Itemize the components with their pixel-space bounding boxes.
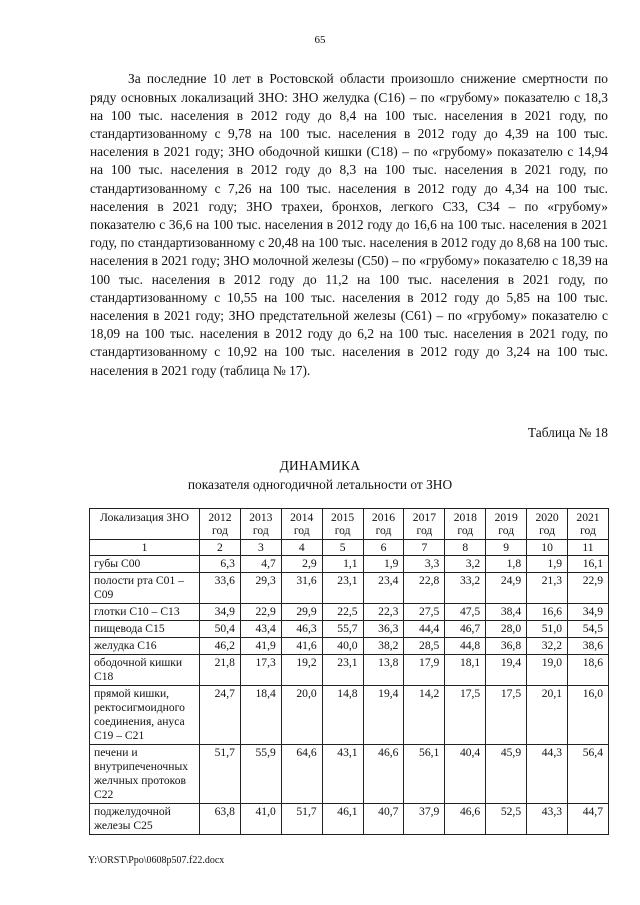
row-value: 1,8 <box>486 556 527 573</box>
row-value: 33,6 <box>200 573 241 604</box>
header-year: 2012 год <box>200 509 241 540</box>
row-location: губы С00 <box>90 556 200 573</box>
table-subtitle: показателя одногодичной летальности от ЗНО <box>187 477 453 492</box>
row-value: 32,2 <box>527 638 568 655</box>
row-value: 23,4 <box>363 573 404 604</box>
row-value: 22,3 <box>363 604 404 621</box>
row-value: 56,1 <box>404 745 445 804</box>
table-caption: Таблица № 18 <box>527 425 608 440</box>
row-value: 28,5 <box>404 638 445 655</box>
row-value: 51,0 <box>527 621 568 638</box>
row-location: полости рта С01 – С09 <box>90 573 200 604</box>
table-row <box>90 556 609 573</box>
row-value: 28,0 <box>486 621 527 638</box>
row-value: 34,9 <box>200 604 241 621</box>
header-year: 2020 год <box>527 509 568 540</box>
row-value: 17,5 <box>445 686 486 745</box>
row-value: 22,9 <box>240 604 281 621</box>
row-value: 44,4 <box>404 621 445 638</box>
row-location: поджелудочной железы С25 <box>90 804 200 835</box>
row-value: 43,3 <box>527 804 568 835</box>
header-year: 2015 год <box>322 509 363 540</box>
row-value: 56,4 <box>568 745 609 804</box>
row-value: 46,7 <box>445 621 486 638</box>
table-row <box>90 638 609 655</box>
header-location: Локализация ЗНО <box>90 509 200 540</box>
row-value: 3,2 <box>445 556 486 573</box>
table-row <box>90 804 609 835</box>
column-number: 10 <box>527 540 568 556</box>
row-value: 19,4 <box>486 655 527 686</box>
row-value: 31,6 <box>281 573 322 604</box>
column-number: 7 <box>404 540 445 556</box>
row-location: желудка С16 <box>90 638 200 655</box>
row-value: 36,3 <box>363 621 404 638</box>
row-value: 29,9 <box>281 604 322 621</box>
row-value: 23,1 <box>322 573 363 604</box>
page-number: 65 <box>314 34 326 46</box>
row-value: 3,3 <box>404 556 445 573</box>
row-value: 1,9 <box>363 556 404 573</box>
table-row <box>90 573 609 604</box>
row-value: 1,1 <box>322 556 363 573</box>
row-value: 46,3 <box>281 621 322 638</box>
column-number: 11 <box>568 540 609 556</box>
table-row <box>90 745 609 804</box>
row-value: 46,6 <box>445 804 486 835</box>
row-value: 17,3 <box>240 655 281 686</box>
table-row <box>90 686 609 745</box>
row-value: 24,9 <box>486 573 527 604</box>
table-row <box>90 655 609 686</box>
row-value: 36,8 <box>486 638 527 655</box>
row-value: 51,7 <box>281 804 322 835</box>
row-value: 46,2 <box>200 638 241 655</box>
row-value: 16,6 <box>527 604 568 621</box>
row-value: 21,3 <box>527 573 568 604</box>
row-value: 27,5 <box>404 604 445 621</box>
row-value: 43,4 <box>240 621 281 638</box>
row-value: 19,4 <box>363 686 404 745</box>
row-value: 38,4 <box>486 604 527 621</box>
row-value: 17,9 <box>404 655 445 686</box>
row-value: 44,8 <box>445 638 486 655</box>
row-value: 55,7 <box>322 621 363 638</box>
row-value: 4,7 <box>240 556 281 573</box>
header-year: 2016 год <box>363 509 404 540</box>
row-value: 20,1 <box>527 686 568 745</box>
row-location: пищевода С15 <box>90 621 200 638</box>
row-value: 29,3 <box>240 573 281 604</box>
row-value: 14,8 <box>322 686 363 745</box>
row-value: 41,6 <box>281 638 322 655</box>
row-value: 46,6 <box>363 745 404 804</box>
column-number-row <box>90 540 609 556</box>
row-value: 40,7 <box>363 804 404 835</box>
table-row <box>90 604 609 621</box>
row-value: 2,9 <box>281 556 322 573</box>
row-value: 20,0 <box>281 686 322 745</box>
table-title: ДИНАМИКА <box>279 458 361 473</box>
row-value: 23,1 <box>322 655 363 686</box>
row-value: 22,9 <box>568 573 609 604</box>
column-number: 2 <box>200 540 241 556</box>
row-value: 52,5 <box>486 804 527 835</box>
column-number: 5 <box>322 540 363 556</box>
row-location: прямой кишки, ректосигмоидного соединения, ануса С19 – С21 <box>90 686 200 745</box>
row-value: 16,1 <box>568 556 609 573</box>
header-year: 2017 год <box>404 509 445 540</box>
row-value: 46,1 <box>322 804 363 835</box>
row-value: 6,3 <box>200 556 241 573</box>
column-number: 3 <box>240 540 281 556</box>
row-value: 50,4 <box>200 621 241 638</box>
row-value: 18,6 <box>568 655 609 686</box>
row-value: 44,3 <box>527 745 568 804</box>
column-number: 4 <box>281 540 322 556</box>
row-value: 43,1 <box>322 745 363 804</box>
row-value: 24,7 <box>200 686 241 745</box>
body-paragraph: За последние 10 лет в Ростовской области произошло снижение смертности по ряду основных локализаций ЗНО: ЗНО желудка (С16) – по «грубому» показателю с 18,3 на 100 тыс. населения в 2012 году до 8,4 на 100 тыс. населения в 2021 году, по стандартизованному с 9,78 на 100 тыс. населения в 2012 году до 4,39 на 100 тыс. населения в 2021 году; ЗНО ободочной кишки (С18) – по «грубому» показателю с 14,94 на 100 тыс. населения в 2012 году до 8,3 на 100 тыс. населения в 2021 году, по стандартизованному с 7,26 на 100 тыс. населения в 2012 году до 4,34 на 100 тыс. населения в 2021 году; ЗНО трахеи, бронхов, легкого С33, С34 – по «грубому» показателю с 36,6 на 100 тыс. населения в 2012 году до 16,6 на 100 тыс. населения в 2021 году, по стандартизованному с 20,48 на 100 тыс. населения в 2012 году до 8,68 на 100 тыс. населения в 2021 году; ЗНО молочной железы (С50) – по «грубому» показателю с 18,39 на 100 тыс. населения в 2012 году до 11,2 на 100 тыс. населения в 2021 году, по стандартизованному с 10,55 на 100 тыс. населения в 2012 году до 5,85 на 100 тыс. населения в 2021 году; ЗНО предстательной железы (С61) – по «грубому» показателю с 18,09 на 100 тыс. населения в 2012 году до 6,2 на 100 тыс. населения в 2021 году, по стандартизованному с 10,92 на 100 тыс. населения в 2012 году до 3,24 на 100 тыс. населения в 2021 году (таблица № 17). <box>90 71 608 378</box>
row-location: глотки С10 – С13 <box>90 604 200 621</box>
table-row <box>90 621 609 638</box>
column-number: 6 <box>363 540 404 556</box>
footer-file-path: Y:\ORST\Ppo\0608p507.f22.docx <box>88 855 225 866</box>
row-value: 18,1 <box>445 655 486 686</box>
row-value: 41,0 <box>240 804 281 835</box>
row-value: 22,8 <box>404 573 445 604</box>
row-value: 40,0 <box>322 638 363 655</box>
row-value: 18,4 <box>240 686 281 745</box>
header-year: 2019 год <box>486 509 527 540</box>
table-header-row <box>90 509 609 540</box>
column-number: 1 <box>90 540 200 556</box>
row-value: 38,6 <box>568 638 609 655</box>
header-year: 2021 год <box>568 509 609 540</box>
row-value: 51,7 <box>200 745 241 804</box>
row-value: 38,2 <box>363 638 404 655</box>
row-value: 1,9 <box>527 556 568 573</box>
row-value: 19,2 <box>281 655 322 686</box>
row-value: 64,6 <box>281 745 322 804</box>
row-value: 19,0 <box>527 655 568 686</box>
row-location: ободочной кишки С18 <box>90 655 200 686</box>
row-value: 37,9 <box>404 804 445 835</box>
mortality-table <box>89 508 609 835</box>
column-number: 8 <box>445 540 486 556</box>
row-value: 14,2 <box>404 686 445 745</box>
row-value: 63,8 <box>200 804 241 835</box>
row-value: 34,9 <box>568 604 609 621</box>
row-value: 45,9 <box>486 745 527 804</box>
row-value: 13,8 <box>363 655 404 686</box>
row-value: 47,5 <box>445 604 486 621</box>
row-location: печени и внутрипеченочных желчных протоков С22 <box>90 745 200 804</box>
row-value: 55,9 <box>240 745 281 804</box>
row-value: 16,0 <box>568 686 609 745</box>
row-value: 22,5 <box>322 604 363 621</box>
row-value: 21,8 <box>200 655 241 686</box>
row-value: 17,5 <box>486 686 527 745</box>
column-number: 9 <box>486 540 527 556</box>
header-year: 2018 год <box>445 509 486 540</box>
row-value: 33,2 <box>445 573 486 604</box>
row-value: 40,4 <box>445 745 486 804</box>
header-year: 2013 год <box>240 509 281 540</box>
row-value: 54,5 <box>568 621 609 638</box>
row-value: 41,9 <box>240 638 281 655</box>
header-year: 2014 год <box>281 509 322 540</box>
row-value: 44,7 <box>568 804 609 835</box>
